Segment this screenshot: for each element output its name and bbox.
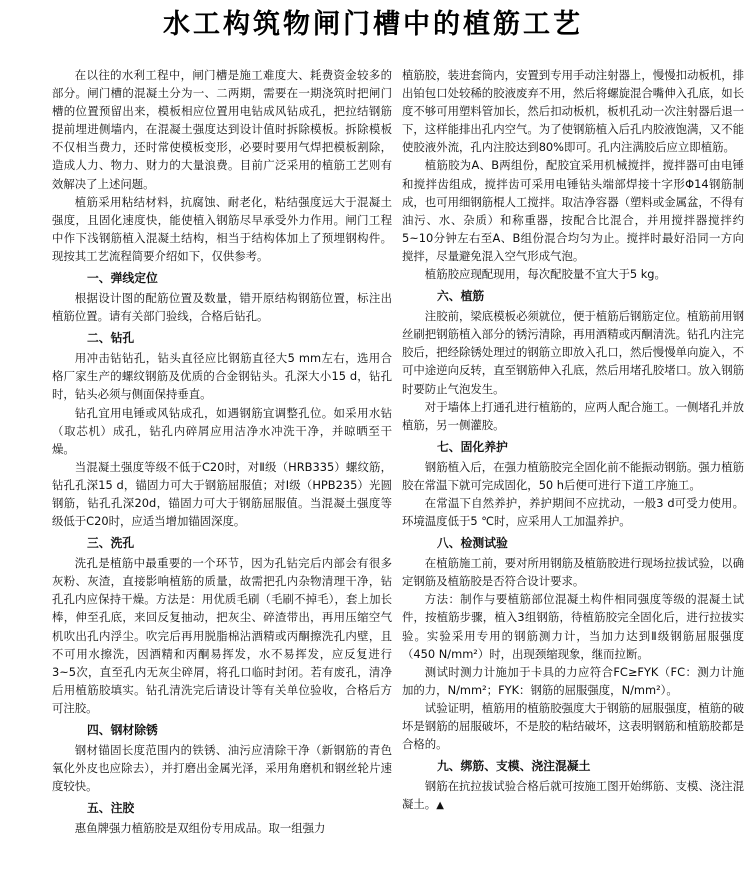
section-heading: 一、弹线定位 — [87, 271, 158, 286]
body-paragraph: 试验证明，植筋用的植筋胶强度大于钢筋的屈服强度，植筋的破坏是钢筋的屈服破坏，不是胶的粘结破坏，这表明钢筋和植筋胶都是合格的。 — [402, 700, 744, 752]
body-paragraph: 根据设计图的配筋位置及数量，错开原结构钢筋位置，标注出植筋位置。请有关部门验线，合格后钻孔。 — [52, 291, 392, 324]
left-column — [52, 66, 392, 872]
body-paragraph: 洗孔是植筋中最重要的一个环节，因为孔钻完后内部会有很多灰粉、灰渣，直接影响植筋的质量，故需把孔内杂物清理干净，钻孔孔内应保持干燥。方法是：用优质毛刷（毛刷不掉毛），套上加长棒，伸至孔底，来回反复抽动，把灰尘、碎渣带出，再用压缩空气机吹出孔内浮尘。吹完后再用脱脂棉沾酒精或丙酮擦洗孔内壁，且不可用水擦洗，因酒精和丙酮易挥发，水不易挥发，应反复进行3~5次，直至孔内无灰尘碎屑，将孔口临时封闭。若有废孔，清净后用植筋胶填实。钻孔清洗完后请设计等有关单位验收，合格后方可注胶。 — [52, 556, 392, 715]
final-paragraph-text: 钢筋在抗拉拔试验合格后就可按施工图开始绑筋、支模、浇注混凝土。 — [402, 779, 744, 812]
body-paragraph — [402, 777, 744, 815]
page-title: 水工构筑物闸门槽中的植筋工艺 — [163, 9, 583, 40]
section-heading: 九、绑筋、支模、浇注混凝土 — [437, 759, 591, 774]
right-column — [402, 66, 744, 872]
section-heading: 二、钻孔 — [87, 331, 135, 346]
body-paragraph: 钢材锚固长度范围内的铁锈、油污应清除干净（新钢筋的青色氧化外皮也应除去），并打磨出金属光泽，采用角磨机和钢丝轮片速度较快。 — [52, 743, 392, 794]
body-paragraph: 惠鱼牌强力植筋胶是双组份专用成品。取一组强力 — [74, 821, 326, 836]
section-heading: 七、固化养护 — [437, 439, 508, 454]
body-paragraph: 用冲击钻钻孔，钻头直径应比钢筋直径大5 mm左右，选用合格厂家生产的螺纹钢筋及优质的合金钢钻头。孔深大小15 d，钻孔时，钻头必须与侧面保持垂直。 — [52, 351, 392, 402]
body-paragraph: 在常温下自然养护，养护期间不应扰动，一般3 d可受力使用。环境温度低于5 ℃时，应采用人工加温养护。 — [402, 495, 744, 529]
intro-paragraph: 在以往的水利工程中，闸门槽是施工难度大、耗费资金较多的部分。闸门槽的混凝土分为一、二两期，需要在一期浇筑时把闸门槽的位置预留出来，模板相应位置用电钻成风钻成孔，把拉结钢筋提前埋进侧墙内，在混凝土强度达到设计值时拆除模板。拆除模板不仅相当费力，还时常使模板变形，必要时要用气焊把模板割除，造成人力、物力、财力的大量浪费。目前广泛采用的植筋工艺则有效解决了上述问题。 — [52, 68, 392, 191]
body-paragraph: 当混凝土强度等级不低于C20时，对Ⅱ级（HRB335）螺纹筋，钻孔孔深15 d，锚固力可大于钢筋屈服值；对Ⅰ级（HPB235）光圆钢筋，钻孔孔深20d，锚固力可大于钢筋屈服值。当混凝土强度等级低于C20时，应适当增加锚固深度。 — [52, 459, 392, 529]
body-paragraph: 测试时测力计施加于卡具的力应符合FC≥FYK（FC：测力计施加的力，N/mm²；FYK：钢筋的屈服强度，N/mm²）。 — [402, 664, 744, 697]
section-heading: 四、钢材除锈 — [87, 723, 158, 737]
body-paragraph: 方法：制作与要植筋部位混凝土构件相同强度等级的混凝土试件，按植筋步骤，植入3组钢筋，待植筋胶完全固化后，进行拉拔实验。实验采用专用的钢筋测力计，当加力达到Ⅱ级钢筋屈服强度（450 N/mm²）时，出现颈缩现象，继而拉断。 — [402, 592, 744, 661]
body-paragraph: 钢筋植入后，在强力植筋胶完全固化前不能振动钢筋。强力植筋胶在常温下就可完成固化，50 h后便可进行下道工序施工。 — [402, 459, 744, 492]
section-heading: 五、注胶 — [87, 801, 135, 816]
section-heading: 三、洗孔 — [87, 536, 135, 551]
intro-paragraph: 植筋采用粘结材料，抗腐蚀、耐老化，粘结强度远大于混凝土强度，且固化速度快，能使植入钢筋尽早承受外力作用。闸门工程中作下浅钢筋植入混凝土结构，相当于结构体加上了预埋钢构件。现按其工艺流程简要介绍如下，仅供参考。 — [52, 194, 392, 263]
body-paragraph: 植筋胶，装进套筒内，安置到专用手动注射器上，慢慢扣动板机，排出铂包口处较稀的胶液废弃不用，然后将螺旋混合嘴伸入孔底，如长度不够可用塑料管加长，然后扣动板机，板机孔动一次注射器后退一下，这样能排出孔内空气。为了使钢筋植入后孔内胶液饱满，又不能使胶液外流，孔内注胶达到80%即可。孔内注满胶后应立即植筋。 — [402, 68, 744, 155]
body-paragraph: 植筋胶应现配现用，每次配胶量不宜大于5 kg。 — [424, 267, 666, 282]
section-heading: 八、检测试验 — [437, 536, 508, 551]
end-mark-icon: ▲ — [436, 800, 444, 812]
body-paragraph: 注胶前，梁底模板必须就位，便于植筋后钢筋定位。植筋前用钢丝刷把钢筋植入部分的锈污清除，再用酒精或丙酮清洗。钻孔内注完胶后，把经除锈处理过的钢筋立即放入孔口，然后慢慢单向旋入，不可中途逆向反转，直至钢筋伸入孔底，然后用堵孔胶堵口。放入钢筋时要防止气泡发生。 — [402, 309, 744, 396]
body-paragraph: 在植筋施工前，要对所用钢筋及植筋胶进行现场拉拔试验，以确定钢筋及植筋胶是否符合设计要求。 — [402, 556, 744, 589]
body-paragraph: 钻孔宜用电锤或风钻成孔，如遇钢筋宜调整孔位。如采用水钻（取芯机）成孔，钻孔内碎屑应用洁净水冲洗干净，并晾晒至干燥。 — [52, 405, 392, 456]
section-heading: 六、植筋 — [437, 289, 485, 304]
body-paragraph: 对于墙体上打通孔进行植筋的，应两人配合施工。一侧堵孔并放植筋，另一侧灌胶。 — [402, 399, 744, 432]
body-paragraph: 植筋胶为A、B两组份，配胶宜采用机械搅拌，搅拌器可由电锤和搅拌齿组成，搅拌齿可采用电锤钻头端部焊接十字形Φ14钢筋制成，也可用细钢筋棍人工搅拌。取洁净容器（塑料或金属盆，不得有油污、水、杂质）和称重器，按配合比混合，并用搅拌器搅拌约5~10分钟左右至A、B组份混合均匀为止。搅拌时最好沿同一方向搅拌，尽量避免混入空气形成气泡。 — [402, 158, 744, 263]
